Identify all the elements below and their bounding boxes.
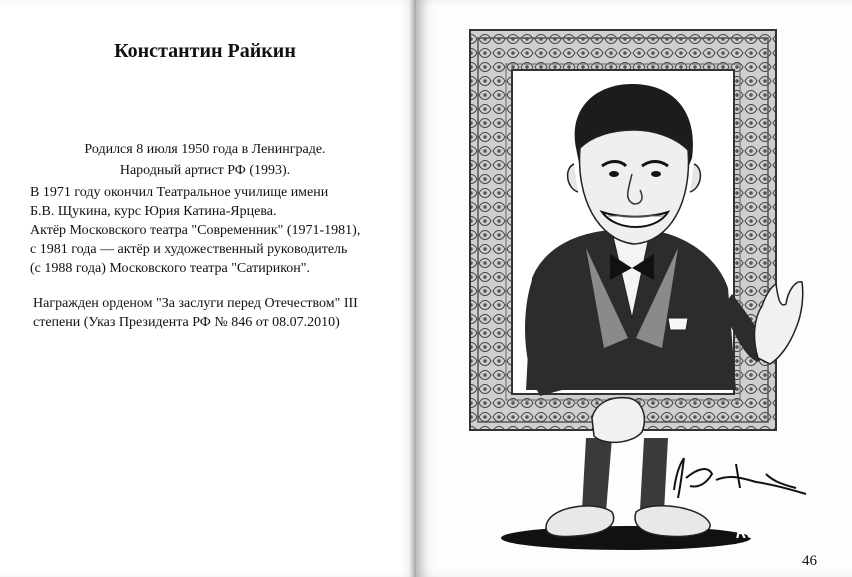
award-line: степени (Указ Президента РФ № 846 от 08.07.2010) bbox=[33, 315, 340, 330]
artist-mark: Rom bbox=[736, 525, 770, 542]
birth-line: Родился 8 июля 1950 года в Ленинграде. bbox=[84, 142, 326, 157]
figure-legs bbox=[501, 438, 751, 550]
artist-signature bbox=[674, 458, 806, 498]
left-page bbox=[0, 0, 416, 577]
bio-line: Б.В. Щукина, курс Юрия Катина-Ярцева. bbox=[30, 204, 277, 219]
bio-line: Актёр Московского театра "Современник" (1971-1981), bbox=[30, 223, 361, 238]
award-paragraph bbox=[33, 294, 398, 332]
bio-line: с 1981 года — актёр и художественный руководитель bbox=[30, 242, 348, 257]
biography-paragraph bbox=[30, 183, 395, 278]
bio-line: (с 1988 года) Московского театра "Сатирикон". bbox=[30, 261, 311, 276]
bio-line: В 1971 году окончил Театральное училище имени bbox=[30, 185, 329, 200]
page-title: Константин Райкин bbox=[114, 40, 296, 62]
honor-title-line: Народный артист РФ (1993). bbox=[119, 163, 291, 178]
award-line: Награжден орденом "За заслуги перед Отечеством" III bbox=[33, 296, 358, 311]
caricature-illustration bbox=[436, 18, 842, 558]
page-number: 46 bbox=[802, 553, 817, 569]
